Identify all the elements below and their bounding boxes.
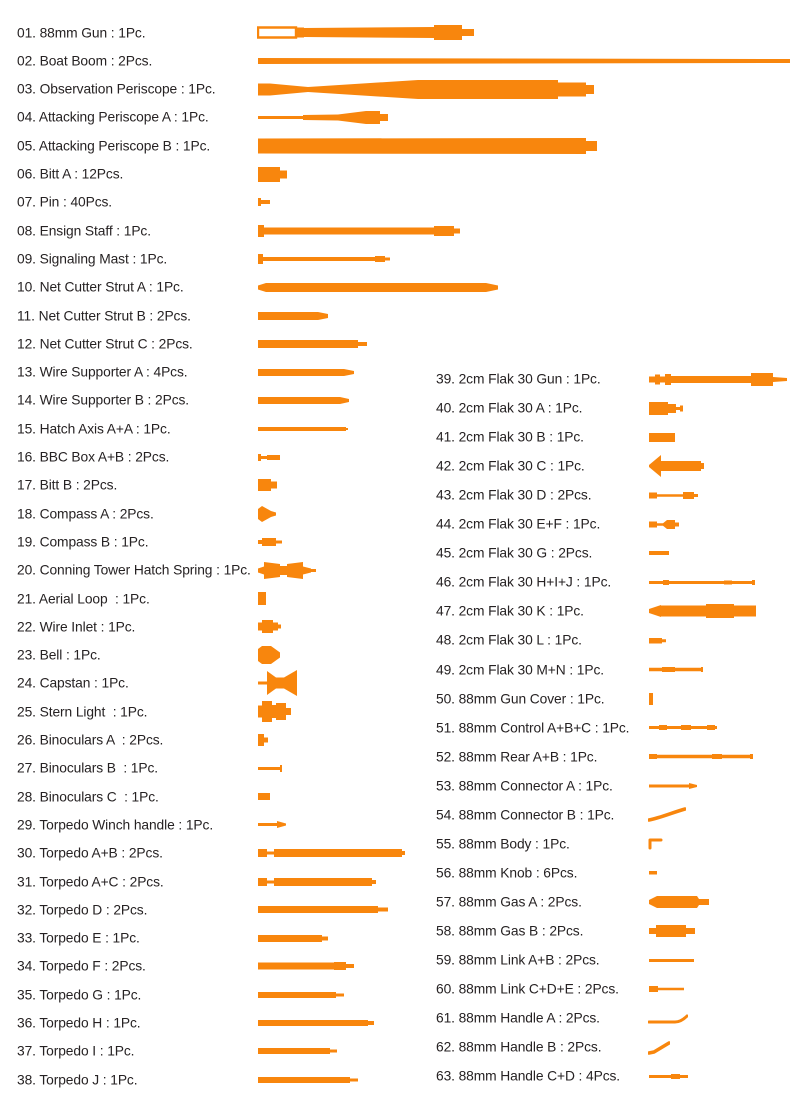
part-label: 47. 2cm Flak 30 K : 1Pc. [436, 603, 584, 619]
part-row [0, 888, 800, 916]
part-label: 18. Compass A : 2Pcs. [17, 506, 154, 522]
part-row [0, 1004, 800, 1032]
part-label: 12. Net Cutter Strut C : 2Pcs. [17, 336, 193, 352]
part-label: 41. 2cm Flak 30 B : 1Pc. [436, 429, 584, 445]
part-label: 10. Net Cutter Strut A : 1Pc. [17, 279, 184, 295]
part-label: 51. 88mm Control A+B+C : 1Pc. [436, 720, 630, 736]
part-label: 22. Wire Inlet : 1Pc. [17, 619, 136, 635]
part-silhouette [257, 110, 389, 125]
part-silhouette [257, 197, 271, 207]
part-row [0, 302, 800, 330]
part-row [0, 245, 800, 273]
part-label: 60. 88mm Link C+D+E : 2Pcs. [436, 981, 619, 997]
part-label: 01. 88mm Gun : 1Pc. [17, 25, 146, 40]
part-label: 06. Bitt A : 12Pcs. [17, 166, 124, 182]
part-row [0, 103, 800, 131]
part-row [0, 568, 800, 596]
part-row [0, 975, 800, 1003]
part-silhouette [648, 924, 696, 938]
part-row [0, 1062, 800, 1090]
part-row [0, 19, 800, 47]
part-row [0, 394, 800, 422]
part-row [0, 830, 800, 858]
part-label: 21. Aerial Loop : 1Pc. [17, 591, 150, 606]
part-row [0, 365, 800, 393]
part-label: 30. Torpedo A+B : 2Pcs. [17, 845, 163, 861]
part-row [0, 539, 800, 567]
part-label: 53. 88mm Connector A : 1Pc. [436, 778, 613, 794]
part-label: 19. Compass B : 1Pc. [17, 534, 149, 550]
part-row [0, 946, 800, 974]
part-silhouette [257, 339, 368, 349]
part-silhouette [648, 432, 676, 443]
part-label: 26. Binoculars A : 2Pcs. [17, 732, 164, 748]
part-silhouette [257, 57, 791, 65]
part-label: 15. Hatch Axis A+A : 1Pc. [17, 421, 171, 437]
part-label: 29. Torpedo Winch handle : 1Pc. [17, 817, 214, 833]
part-label: 36. Torpedo H : 1Pc. [17, 1015, 141, 1031]
part-silhouette [648, 985, 685, 993]
part-silhouette [648, 753, 754, 760]
part-silhouette [648, 491, 699, 500]
part-label: 37. Torpedo I : 1Pc. [17, 1043, 135, 1059]
part-silhouette [648, 1040, 670, 1055]
part-label: 40. 2cm Flak 30 A : 1Pc. [436, 400, 583, 416]
part-row [0, 510, 800, 538]
part-silhouette [648, 870, 658, 876]
part-silhouette [648, 666, 704, 673]
part-label: 57. 88mm Gas A : 2Pcs. [436, 894, 582, 910]
part-row [0, 449, 800, 480]
part-row [0, 481, 800, 509]
part-label: 58. 88mm Gas B : 2Pcs. [436, 923, 584, 939]
part-silhouette [257, 311, 329, 321]
part-label: 11. Net Cutter Strut B : 2Pcs. [17, 308, 191, 323]
part-label: 49. 2cm Flak 30 M+N : 1Pc. [436, 662, 605, 677]
part-silhouette [648, 550, 670, 556]
part-silhouette [648, 603, 757, 619]
part-label: 27. Binoculars B : 1Pc. [17, 760, 159, 776]
part-silhouette [257, 79, 595, 100]
part-silhouette [648, 958, 695, 963]
part-label: 44. 2cm Flak 30 E+F : 1Pc. [436, 516, 601, 532]
part-row [0, 917, 800, 945]
part-row [0, 743, 800, 771]
part-silhouette [648, 1012, 688, 1025]
part-label: 31. Torpedo A+C : 2Pcs. [17, 874, 164, 889]
part-label: 33. Torpedo E : 1Pc. [17, 930, 140, 946]
part-row [0, 626, 800, 654]
part-label: 55. 88mm Body : 1Pc. [436, 836, 570, 852]
part-row [0, 772, 800, 800]
part-silhouette [648, 637, 667, 645]
part-silhouette [648, 579, 756, 586]
part-row [0, 47, 800, 75]
part-silhouette [257, 282, 499, 293]
part-silhouette [648, 401, 684, 416]
part-label: 08. Ensign Staff : 1Pc. [17, 223, 151, 239]
part-label: 54. 88mm Connector B : 1Pc. [436, 807, 615, 823]
part-row [0, 75, 800, 103]
part-silhouette [648, 1073, 689, 1080]
part-row [0, 217, 800, 245]
part-silhouette [648, 692, 654, 706]
part-row [0, 330, 800, 358]
part-row [0, 1033, 800, 1061]
part-label: 16. BBC Box A+B : 2Pcs. [17, 449, 170, 465]
part-label: 23. Bell : 1Pc. [17, 647, 101, 663]
part-label: 45. 2cm Flak 30 G : 2Pcs. [436, 545, 593, 561]
part-label: 38. Torpedo J : 1Pc. [17, 1072, 138, 1088]
part-silhouette [648, 895, 710, 909]
part-label: 07. Pin : 40Pcs. [17, 194, 113, 210]
part-silhouette [648, 782, 698, 790]
part-silhouette [648, 837, 663, 850]
part-row [0, 685, 800, 713]
part-row [0, 423, 800, 451]
part-label: 62. 88mm Handle B : 2Pcs. [436, 1039, 602, 1055]
part-label: 09. Signaling Mast : 1Pc. [17, 251, 168, 267]
part-silhouette [257, 24, 475, 41]
part-label: 20. Conning Tower Hatch Spring : 1Pc. [17, 562, 251, 578]
part-label: 28. Binoculars C : 1Pc. [17, 789, 159, 805]
part-label: 56. 88mm Knob : 6Pcs. [436, 865, 578, 881]
part-silhouette [648, 454, 705, 478]
part-silhouette [257, 166, 288, 183]
part-label: 35. Torpedo G : 1Pc. [17, 987, 142, 1003]
part-label: 32. Torpedo D : 2Pcs. [17, 902, 148, 918]
part-silhouette [257, 224, 461, 238]
part-row [0, 132, 800, 160]
part-row [0, 273, 800, 301]
part-label: 13. Wire Supporter A : 4Pcs. [17, 364, 188, 380]
part-silhouette [257, 253, 391, 265]
part-label: 59. 88mm Link A+B : 2Pcs. [436, 952, 600, 968]
part-silhouette [257, 137, 598, 155]
part-row [0, 160, 800, 188]
part-label: 63. 88mm Handle C+D : 4Pcs. [436, 1068, 621, 1084]
part-row [0, 656, 800, 684]
part-label: 42. 2cm Flak 30 C : 1Pc. [436, 458, 585, 474]
part-label: 52. 88mm Rear A+B : 1Pc. [436, 749, 598, 765]
part-label: 14. Wire Supporter B : 2Pcs. [17, 392, 190, 408]
part-row [0, 188, 800, 216]
part-label: 34. Torpedo F : 2Pcs. [17, 958, 146, 974]
part-label: 39. 2cm Flak 30 Gun : 1Pc. [436, 371, 601, 387]
part-label: 24. Capstan : 1Pc. [17, 675, 129, 691]
part-label: 43. 2cm Flak 30 D : 2Pcs. [436, 487, 592, 503]
part-row [0, 801, 800, 829]
part-silhouette [648, 807, 686, 822]
part-silhouette [648, 519, 680, 530]
part-label: 61. 88mm Handle A : 2Pcs. [436, 1010, 600, 1026]
part-label: 17. Bitt B : 2Pcs. [17, 477, 118, 493]
part-label: 50. 88mm Gun Cover : 1Pc. [436, 691, 605, 707]
part-label: 05. Attacking Periscope B : 1Pc. [17, 138, 211, 154]
part-label: 02. Boat Boom : 2Pcs. [17, 53, 153, 69]
part-label: 04. Attacking Periscope A : 1Pc. [17, 109, 209, 125]
part-silhouette [648, 372, 788, 387]
part-row [0, 597, 800, 625]
part-silhouette [648, 724, 718, 731]
part-label: 48. 2cm Flak 30 L : 1Pc. [436, 632, 582, 648]
part-row [0, 859, 800, 887]
part-row [0, 714, 800, 742]
part-label: 25. Stern Light : 1Pc. [17, 704, 148, 720]
part-label: 03. Observation Periscope : 1Pc. [17, 81, 216, 97]
part-label: 46. 2cm Flak 30 H+I+J : 1Pc. [436, 574, 612, 590]
